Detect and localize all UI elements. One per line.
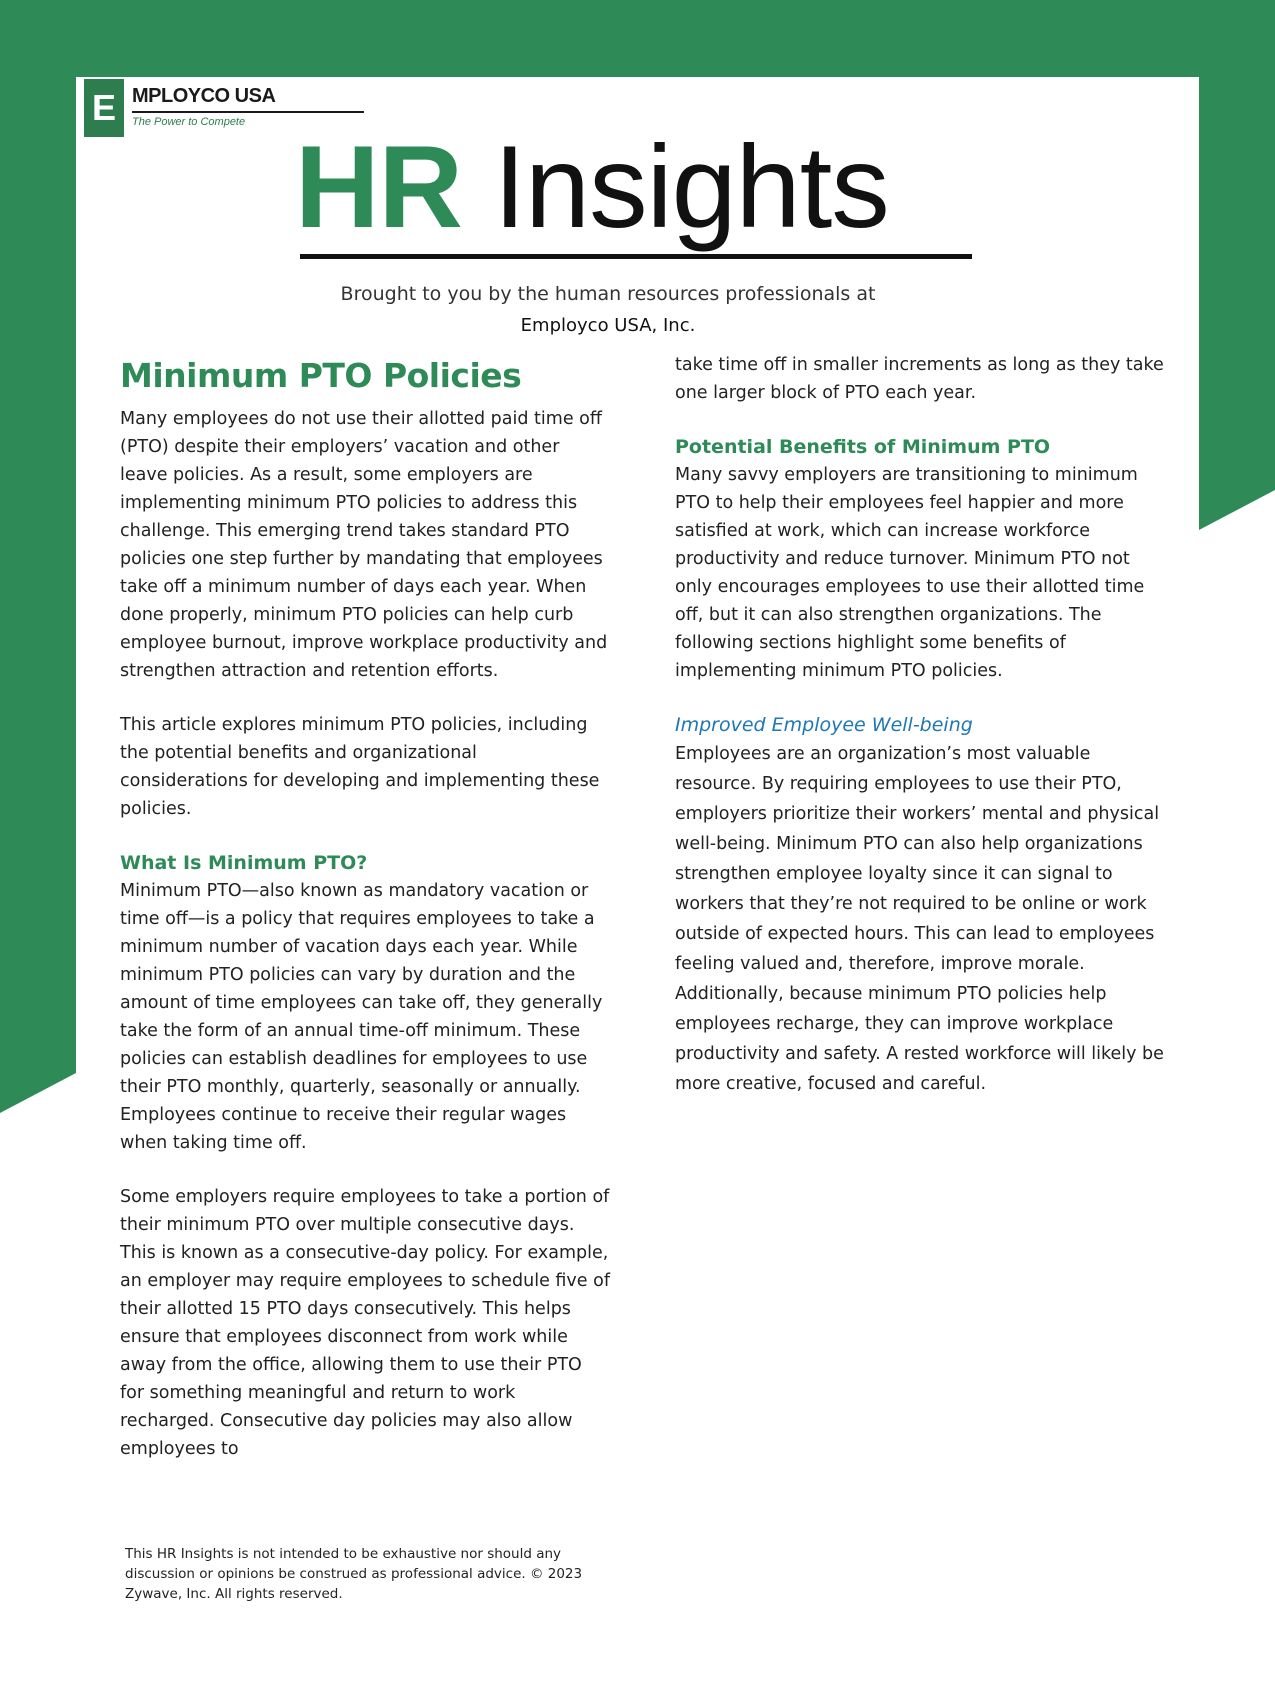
intro-paragraph-2: This article explores minimum PTO policies, including the potential benefits and organizational considerations for developing and implementing these policies. [120, 715, 600, 819]
side-stripe-2 [1228, 405, 1275, 419]
logo-tagline: The Power to Compete [132, 116, 246, 128]
section1-paragraph-2-continued: take time off in smaller increments as long as they take one larger block of PTO each year. [675, 355, 1164, 403]
intro-paragraph-1: Many employees do not use their allotted paid time off (PTO) despite their employers’ vacation and other leave policies. As a result, some employers are implementing minimum PTO policies to address this challenge. This emerging trend takes standard PTO policies one step further by mandating that employees take off a minimum number of days each year. When done properly, minimum PTO policies can help curb employee burnout, improve workplace productivity and strengthen attraction and retention efforts. [120, 409, 608, 681]
section-heading-what-is-minimum-pto: What Is Minimum PTO? [120, 852, 368, 874]
byline-company: Employco USA, Inc. [520, 315, 696, 336]
logo-wordmark: MPLOYCO USA [132, 85, 276, 107]
masthead-insights: Insights [493, 121, 889, 252]
subsection-heading-improved-well-being: Improved Employee Well-being [675, 714, 973, 736]
logo-divider [132, 111, 364, 113]
side-stripe-1 [1228, 368, 1275, 382]
left-column [120, 405, 610, 1463]
company-logo [84, 79, 282, 137]
byline-text: Brought to you by the human resources professionals at [340, 283, 876, 305]
right-column [675, 351, 1165, 1099]
section1-paragraph-2: Some employers require employees to take a portion of their minimum PTO over multiple consecutive days. This is known as a consecutive-day policy. For example, an employer may require employees to schedule five of their allotted 15 PTO days consecutively. This helps ensure that employees disconnect from work while away from the office, allowing them to use their PTO for something meaningful and return to work recharged. Consecutive day policies may also allow employees to [120, 1187, 610, 1459]
footer-disclaimer: This HR Insights is not intended to be exhaustive nor should any discussion or opinions be construed as professional advice. © 2023 Zywave, Inc. All rights reserved. [125, 1546, 583, 1602]
section2-paragraph-1: Many savvy employers are transitioning to minimum PTO to help their employees feel happier and more satisfied at work, which can increase workforce productivity and reduce turnover. Minimum PTO not only encourages employees to use their allotted time off, but it can also strengthen organizations. The following sections highlight some benefits of implementing minimum PTO policies. [675, 465, 1145, 681]
section3-paragraph-1: Employees are an organization’s most valuable resource. By requiring employees to use their PTO, employers prioritize their workers’ mental and physical well-being. Minimum PTO can also help organizations strengthen employee loyalty since it can signal to workers that they’re not required to be online or work outside of expected hours. This can lead to employees feeling valued and, therefore, improve morale. Additionally, because minimum PTO policies help employees recharge, they can improve workplace productivity and safety. A rested workforce will likely be more creative, focused and careful. [675, 744, 1164, 1094]
section-heading-potential-benefits: Potential Benefits of Minimum PTO [675, 436, 1051, 458]
masthead-underline [300, 254, 972, 259]
section1-paragraph-1: Minimum PTO—also known as mandatory vacation or time off—is a policy that requires employees to take a minimum number of vacation days each year. While minimum PTO policies can vary by duration and the amount of time employees can take off, they generally take the form of an annual time-off minimum. These policies can establish deadlines for employees to use their PTO monthly, quarterly, seasonally or annually. Employees continue to receive their regular wages when taking time off. [120, 881, 603, 1153]
masthead-hr: HR [295, 121, 462, 252]
side-stripe-3 [1228, 440, 1275, 454]
logo-letter-mark: E [84, 79, 124, 137]
article-title: Minimum PTO Policies [120, 356, 522, 395]
masthead-title [295, 121, 889, 252]
